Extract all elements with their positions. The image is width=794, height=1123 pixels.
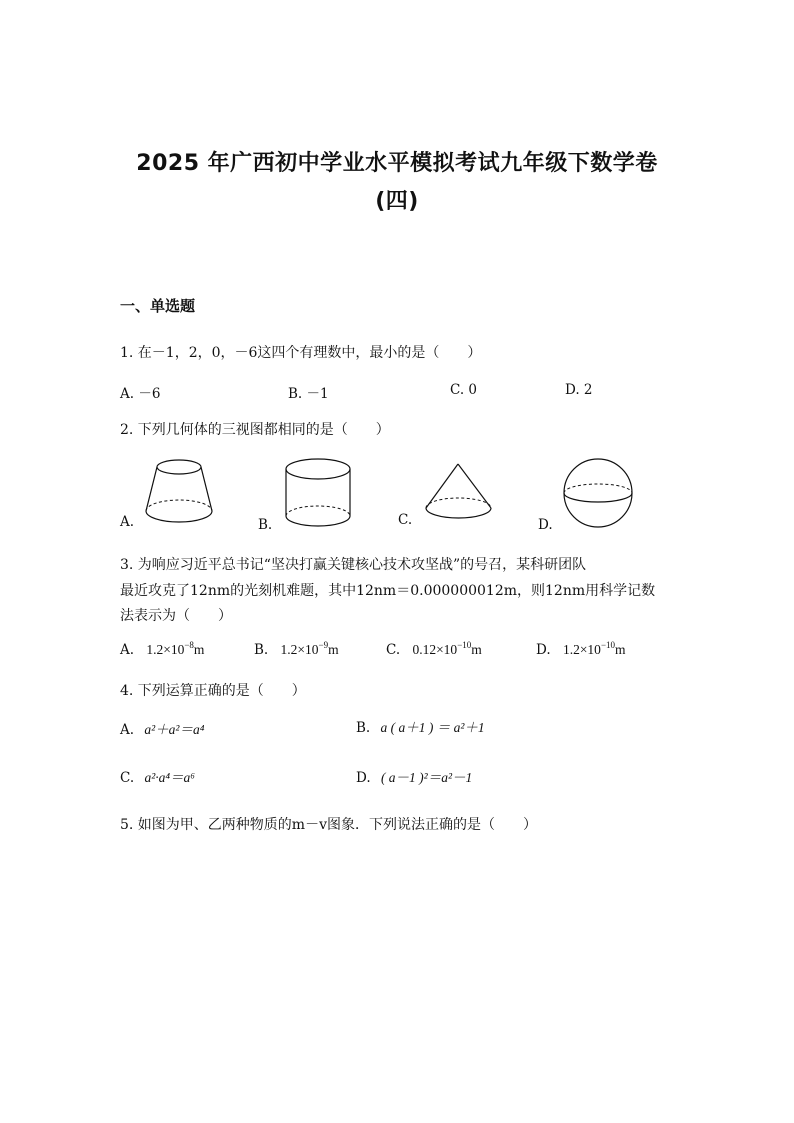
question-4-option-a	[120, 718, 204, 738]
question-4-option-c	[120, 766, 195, 786]
question-3-option-c	[386, 642, 482, 658]
option-unit: m	[471, 642, 482, 657]
option-unit: m	[615, 642, 626, 657]
option-expression: a²·a⁴＝a⁶	[144, 770, 195, 785]
cone-icon	[421, 460, 501, 526]
question-3-stem-line-1: 3. 为响应习近平总书记“坚决打赢关键核心技术攻坚战”的号召，某科研团队	[120, 557, 587, 573]
section-heading: 一、单选题	[120, 297, 196, 315]
question-3-option-d	[536, 642, 626, 658]
question-2-option-c: C.	[398, 512, 413, 528]
question-3-stem-line-3: 法表示为（ ）	[120, 608, 232, 624]
option-label: C.	[386, 642, 401, 658]
option-label: D.	[536, 642, 551, 658]
option-expression: a²＋a²＝a⁴	[144, 722, 205, 737]
question-1-option-b: B. －1	[288, 386, 329, 402]
page-subtitle: (四)	[375, 189, 419, 214]
option-label: B.	[254, 642, 269, 658]
option-exponent: −10	[457, 640, 472, 650]
question-2-stem: 2. 下列几何体的三视图都相同的是（ ）	[120, 422, 390, 438]
option-base: 1.2×10	[146, 642, 185, 657]
question-3-option-b	[254, 642, 339, 658]
option-label: C.	[120, 770, 135, 786]
option-label: A.	[120, 642, 135, 658]
sphere-icon	[560, 456, 636, 532]
question-2-option-a: A.	[120, 514, 135, 530]
option-expression: a ( a＋1 ) ＝ a²＋1	[380, 720, 485, 735]
question-2-option-b: B.	[258, 517, 273, 533]
question-5-stem: 5. 如图为甲、乙两种物质的m－v图象．下列说法正确的是（ ）	[120, 817, 537, 833]
question-1-option-c: C. 0	[450, 382, 478, 398]
option-exponent: −8	[184, 640, 194, 650]
question-3-stem-line-2: 最近攻克了12nm的光刻机难题，其中12nm＝0.000000012m，则12nm用科学记数	[120, 583, 656, 599]
question-1-option-a: A. －6	[120, 386, 161, 402]
page-title: 2025 年广西初中学业水平模拟考试九年级下数学卷	[136, 151, 658, 176]
option-base: 1.2×10	[562, 642, 601, 657]
option-unit: m	[328, 642, 339, 657]
question-4-stem: 4. 下列运算正确的是（ ）	[120, 683, 306, 699]
option-exponent: −10	[600, 640, 616, 650]
question-1-option-d: D. 2	[565, 382, 593, 398]
option-base: 1.2×10	[280, 642, 319, 657]
option-base: 0.12×10	[412, 642, 458, 657]
option-label: A.	[120, 722, 135, 738]
option-expression: ( a－1 )²＝a²－1	[380, 770, 473, 785]
question-2-option-d: D.	[538, 517, 553, 533]
option-label: D.	[356, 770, 371, 786]
option-exponent: −9	[318, 640, 329, 650]
frustum-icon	[140, 456, 220, 530]
question-1-stem: 1. 在－1，2，0，－6这四个有理数中，最小的是（ ）	[120, 345, 482, 361]
question-3-option-a	[120, 642, 204, 658]
option-unit: m	[193, 642, 205, 657]
option-label: B.	[356, 720, 371, 736]
cylinder-icon	[281, 456, 357, 532]
question-4-option-d	[356, 766, 472, 786]
question-4-option-b	[356, 716, 485, 736]
